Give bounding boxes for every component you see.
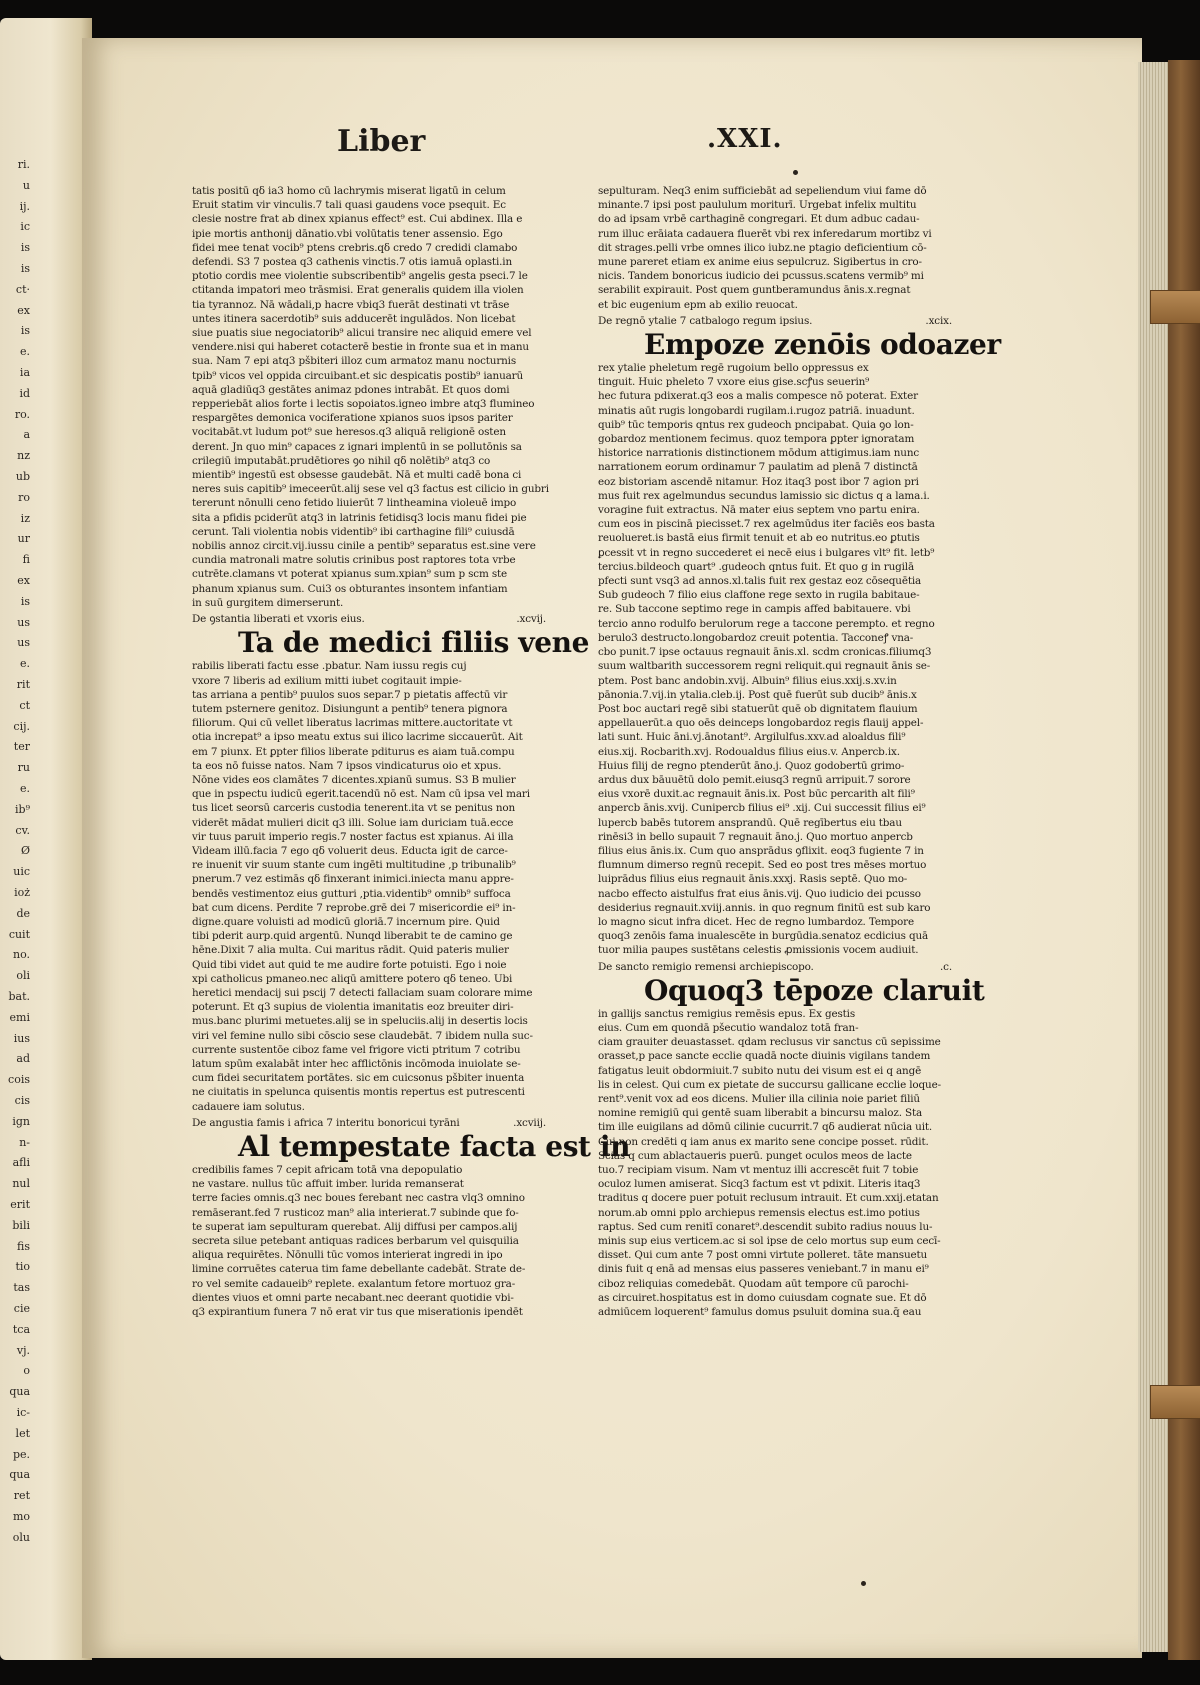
left-page-text-fragment: iz: [20, 511, 30, 525]
text-line: neres suis capitib⁹ imeceerūt.alij sese vel q3 factus est cilicio in gubri: [192, 483, 549, 496]
text-line: latum spūm exalabāt inter hec afflictōnis incōmoda inuiolate se-: [192, 1057, 521, 1070]
chapter-number: .xcix.: [925, 314, 952, 327]
left-page-text-fragment: let: [15, 1426, 30, 1440]
text-line: xpi catholicus pmaneo.nec aliqū amittere potero qδ teneo. Ubi: [192, 972, 513, 985]
left-page-text-fragment: de: [16, 906, 30, 920]
text-line: rent⁹.venit vox ad eos dicens. Mulier illa cilinia noie pariet filiū: [598, 1092, 920, 1105]
text-line: oculoz lumen amiserat. Sicq3 factum est vt pdixit. Literis itaq3: [598, 1178, 921, 1191]
chapter-rubric: [192, 612, 552, 626]
left-page-text-fragment: e.: [19, 782, 30, 795]
text-line: in suū gurgitem dimerserunt.: [192, 596, 344, 609]
text-line: serabilit expirauit. Post quem guntberamundus ānis.x.regnat: [598, 284, 911, 297]
left-page-text-fragment: ign: [12, 1114, 30, 1128]
left-page-text-fragment: tio: [15, 1260, 30, 1274]
text-line: hēne.Dixit 7 alia multa. Cui maritus rādit. Quid pateris mulier: [192, 944, 509, 957]
text-line: admiūcem loquerent⁹ famulus domus psuluit domina sua.q̄ eau: [598, 1306, 922, 1319]
text-line: Nōne vides eos clamātes 7 dicentes.xpianū sumus. S3 B mulier: [192, 773, 516, 786]
text-line: tpib⁹ vicos vel oppida circuibant.et sic despicatis postib⁹ ianuarū: [192, 369, 524, 382]
left-page-text-fragment: ri.: [17, 158, 30, 171]
text-line: luiprādus filius eius regnauit ānis.xxxj. Rasis septē. Quo mo-: [598, 873, 908, 886]
text-line: fidei mee tenat vocib⁹ ptens crebris.qδ credo 7 credidi clamabo: [192, 241, 518, 254]
left-page-text-fragment: uic: [13, 865, 30, 879]
text-line: anpercb ānis.xvij. Cunipercb filius ei⁹ .xij. Cui successit filius ei⁹: [598, 802, 926, 815]
text-line: dinis fuit q enā ad mensas eius passeres veniebant.7 in manu ei⁹: [598, 1263, 929, 1276]
text-line: rum illuc erāiata cadauera fluerēt vbi rex inferedarum mortibz vi: [598, 227, 932, 240]
text-line: Huius filij de regno ptenderūt āno.j. Quoz godobertū grimo-: [598, 759, 905, 772]
left-page-text-fragment: is: [20, 324, 30, 338]
running-head-right-folio: .XXI.: [707, 124, 783, 154]
left-page-text-fragment: is: [20, 594, 30, 608]
text-line: hec futura pdixerat.q3 eos a malis compesce nō poterat. Exter: [598, 390, 918, 403]
text-line: eoz bistoriam ascendē nitamur. Hoz itaq3 post ibor 7 agion pri: [598, 475, 919, 488]
text-line: reuolueret.is bastā eius firmit tenuit et ab eo nutritus.eo ꝑtutis: [598, 532, 920, 545]
text-line: disset. Qui cum ante 7 post omni virtute polleret. tāte mansuetu: [598, 1249, 928, 1262]
clasp-upper: [1150, 290, 1200, 324]
left-page-text-fragment: e.: [19, 657, 30, 671]
chapter-title: De regnō ytalie 7 catbalogo regum ipsius.: [598, 314, 813, 327]
text-line: sua. Nam 7 epi atq3 pšbiteri illoz cum armatoz manu nocturnis: [192, 355, 517, 368]
text-line: derent. Jn quo min⁹ capaces z ignari implentū in se pollutōnis sa: [192, 440, 522, 453]
text-line: rex ytalie pheletum regē rugoium bello oppressus ex: [598, 362, 869, 375]
text-line: viri vel femine nullo sibi cōscio sese claudebāt. 7 ibidem nulla suc-: [192, 1029, 533, 1042]
text-line: defendi. S3 7 postea q3 cathenis vinctis.7 otis iamuā oplasti.in: [192, 256, 512, 269]
text-line: appellauerūt.a quo oēs deinceps longobardoz regis flauij appel-: [598, 717, 924, 730]
text-line: terre facies omnis.q3 nec boues ferebant nec castra vlq3 omnino: [192, 1192, 525, 1205]
left-page-text-fragment: olu: [12, 1530, 30, 1544]
left-page-text-fragment: ia: [19, 366, 30, 379]
text-line: ptem. Post banc andobin.xvij. Albuin⁹ filius eius.xxij.s.xv.in: [598, 674, 897, 687]
left-page-text-fragment: o: [23, 1364, 30, 1378]
left-page-text-fragment: erit: [10, 1198, 30, 1211]
text-line: orasset,p pace sancte ecclie quadā nocte diuinis vigilans tandem: [598, 1050, 931, 1063]
text-line: suum waltbarith successorem regni reliquit.qui regnauit ānis se-: [598, 660, 931, 673]
left-page-text-fragment: ro.: [14, 407, 30, 421]
left-page-text-fragment: afli: [12, 1156, 30, 1170]
text-line: tim ille euigilans ad dōmū cilinie cucurrit.7 qδ audierat nūcia uit.: [598, 1121, 933, 1134]
text-line: voragine fuit extractus. Nā mater eius septem vno partu enira.: [598, 504, 920, 517]
text-line: filius eius ānis.ix. Cum quo ansprādus ꝯflixit. eoq3 fugiente 7 in: [598, 844, 924, 857]
text-line: vendere.nisi qui haberet cotacterē bestie in fronte sua et in manu: [192, 341, 529, 354]
text-line: secreta silue petebant antiquas radices berbarum vel quisquilia: [192, 1235, 519, 1248]
text-line: filiorum. Qui cū vellet liberatus lacrimas mittere.auctoritate vt: [192, 717, 513, 730]
chapter-rubric: [598, 314, 958, 328]
text-line: pnerum.7 vez estimās qδ finxerant inimici.iniecta manu appre-: [192, 873, 514, 886]
chapter-title: De ꝯstantia liberati et vxoris eius.: [192, 613, 365, 626]
left-page-text-fragment: cij.: [13, 719, 30, 733]
text-line: em 7 piunx. Et ꝑpter filios liberate pditurus es aiam tuā.compu: [192, 745, 515, 758]
left-page-text-fragment: nul: [12, 1177, 30, 1191]
left-page-text-fragment: a: [23, 428, 30, 442]
text-line: tas arriana a pentib⁹ puulos suos separ.7 p pietatis affectū vir: [192, 688, 508, 701]
text-line: cutrēte.clamans vt poterat xpianus sum.xpian⁹ sum p scm ste: [192, 568, 508, 581]
chapter-rubric: [598, 960, 958, 974]
text-line: vir tuus paruit imperio regis.7 noster factus est xpianus. Ai illa: [192, 830, 514, 843]
text-line: phanum xpianus sum. Cui3 os obturantes insontem infantiam: [192, 582, 508, 595]
text-line: vocitabāt.vt ludum pot⁹ sue heresos.q3 aliquā religionē osten: [192, 426, 506, 439]
left-page-text-fragment: ret: [13, 1489, 30, 1503]
text-line: cadauere iam solutus.: [192, 1100, 305, 1113]
text-line: remāserant.fed 7 rusticoz man⁹ alia interierat.7 subinde que fo-: [192, 1206, 519, 1219]
left-page-text-fragment: pe.: [12, 1447, 30, 1461]
left-page-text-fragment: fi: [22, 553, 30, 567]
left-page-text-fragment: Ø: [20, 844, 30, 858]
chapter-title: De angustia famis i africa 7 interitu bonoricui tyrāni: [192, 1116, 460, 1129]
text-line: vxore 7 liberis ad exilium mitti iubet cogitauit impie-: [192, 674, 462, 687]
text-line: tercio anno rodulfo berulorum rege a taccone perempto. et regno: [598, 617, 935, 630]
ink-mark: [793, 170, 798, 175]
text-line: Sub gudeoch 7 filio eius claffone rege sexto in rugila babitaue-: [598, 589, 920, 602]
left-page-text-fragment: oli: [16, 969, 30, 983]
text-line: pfecti sunt vsq3 ad annos.xl.talis fuit rex gestaz eoz cōsequētia: [598, 575, 922, 588]
left-page-text-fragment: ic: [20, 220, 30, 234]
text-line: siue puatis siue negociatorib⁹ alicui transire nec aliquid emere vel: [192, 327, 532, 340]
text-line: Scias q cum ablactaueris puerū. punget oculos meos de lacte: [598, 1149, 912, 1162]
text-line: minis sup eius verticem.ac si sol ipse de celo mortus sup eum cecī-: [598, 1235, 941, 1248]
left-page-text-fragment: ioż: [14, 886, 30, 899]
chapter-title: De sancto remigio remensi archiepiscopo.: [598, 960, 814, 973]
text-line: nobilis annoz circit.vij.iussu cinile a pentib⁹ separatus est.sine vere: [192, 540, 536, 553]
running-head-left: Liber: [337, 124, 426, 159]
text-line: ne vastare. nullus tūc affuit imber. lurida remanserat: [192, 1178, 464, 1191]
text-line: viderēt mādat mulieri dicit q3 illi. Solue iam duriciam tuā.ecce: [192, 816, 514, 829]
text-line: ipie mortis anthonij dānatio.vbi volūtatis tener assensio. Ego: [192, 227, 503, 240]
left-page-text-fragment: bat.: [8, 990, 30, 1003]
left-page-text-fragment: ter: [13, 740, 30, 754]
text-line: berulo3 destructo.longobardoz creuit potentia. Tacconeꝭ vna-: [598, 631, 914, 644]
left-page-text-fragment: emi: [9, 1010, 30, 1024]
chapter-heading: Ta de medici filiis vene: [238, 626, 590, 660]
text-line: mientib⁹ ingestū est obsesse gaudebāt. Nā et multi cadē bona ci: [192, 469, 522, 482]
text-line: digne.quare voluisti ad modicū gloriā.7 incernum pire. Quid: [192, 915, 500, 928]
text-line: lis in celest. Qui cum ex pietate de succursu gallicane ecclie loque-: [598, 1078, 941, 1091]
left-page-text-fragment: ub: [15, 470, 30, 483]
text-line: que in pspectu iudicū egerit.tacendū nō est. Nam cū ipsa vel mari: [192, 788, 530, 801]
text-line: nacbo effecto aistulfus frat eius ānis.vij. Quo iudicio dei pcusso: [598, 887, 921, 900]
text-line: ctitanda impatori meo trāsmisi. Erat generalis quidem illa violen: [192, 284, 524, 297]
text-line: repperiebāt alios forte i lectis sopoiatos.igneo imbre atq3 flumineo: [192, 398, 535, 411]
text-line: mus.banc plurimi metuetes.alij se in speluciis.alij in desertis locis: [192, 1015, 528, 1028]
text-line: tuor milia paupes sustētans celestis ꝓmissionis vocem audiuit.: [598, 944, 919, 957]
left-page-text-fragment: rit: [16, 678, 30, 691]
text-line: minante.7 ipsi post paululum moriturī. Urgebat infelix multitu: [598, 199, 917, 212]
text-line: ciboz reliquias comedebāt. Quodam aūt tempore cū parochi-: [598, 1277, 909, 1290]
left-page-text-fragment: ct·: [15, 282, 30, 296]
text-line: mus fuit rex agelmundus secundus lamissio sic dictus q a lama.i.: [598, 489, 930, 502]
text-line: sita a pfidis pciderūt atq3 in latrinis fetidisq3 locis manu fidei pie: [192, 511, 527, 524]
left-page-text-fragment: cis: [14, 1094, 30, 1107]
text-line: re inuenit vir suum stante cum ingēti multitudine ,p tribunalib⁹: [192, 859, 516, 872]
text-line: narrationem eorum ordinamur 7 paulatim ad plenā 7 distinctā: [598, 461, 918, 474]
text-line: heretici mendacij sui pscij 7 detecti fallaciam suam colorare mime: [192, 986, 533, 999]
chapter-heading: Empoze zenōis odoazer: [644, 328, 1001, 362]
text-line: lati sunt. Huic āni.vj.ānotant⁹. Argilulfus.xxv.ad aloaldus fili⁹: [598, 731, 906, 744]
text-line: nicis. Tandem bonoricus iudicio dei pcussus.scatens vermib⁹ mi: [598, 270, 924, 283]
left-page-text-fragment: n-: [19, 1135, 30, 1149]
left-page-text-fragment: ius: [13, 1031, 30, 1045]
text-line: cum fidei securitatem portātes. sic em cuicsonus pšbiter inuenta: [192, 1072, 525, 1085]
text-line: ptotio cordis mee violentie subscribentib⁹ angelis gesta pseci.7 le: [192, 270, 528, 283]
text-line: fatigatus leuit obdormiuit.7 subito nutu dei visum est ei q angē: [598, 1064, 922, 1077]
text-line: tererunt nōnulli ceno fetido liuierūt 7 lintheamina violeuē impo: [192, 497, 517, 510]
text-line: crilegiū imputabāt.prudētiores ꝯo nihil qδ nolētib⁹ atq3 co: [192, 454, 491, 467]
left-page-text-fragment: us: [17, 615, 30, 629]
text-column-left: [192, 184, 631, 1319]
text-line: et bic eugenium epm ab exilio reuocat.: [598, 298, 798, 311]
left-page-text-fragment: ur: [17, 532, 30, 546]
chapter-number: .xcviij.: [513, 1116, 546, 1129]
left-page-text-fragment: id: [19, 386, 30, 400]
ink-mark: [861, 1581, 866, 1586]
text-line: otia increpat⁹ a ipso meatu extus sui ilico lacrime siccauerūt. Ait: [192, 731, 523, 744]
text-line: re. Sub taccone septimo rege in campis affed babitauere. vbi: [598, 603, 911, 616]
text-line: Post boc auctari regē sibi statuerūt quē ob dignitatem flauium: [598, 702, 918, 715]
text-line: eius. Cum em quondā pšecutio wandaloz totā fran-: [598, 1021, 859, 1034]
left-page-text-fragment: ib⁹: [15, 802, 30, 816]
text-line: untes itinera sacerdotib⁹ suis adducerēt ingulādos. Non licebat: [192, 312, 516, 325]
text-line: Quid tibi videt aut quid te me audire forte potuisti. Ego i noie: [192, 958, 507, 971]
left-page-text-fragment: u: [22, 178, 30, 192]
text-line: cum eos in piscinā piecisset.7 rex agelmūdus iter faciēs eos basta: [598, 518, 935, 531]
text-line: norum.ab omni pplo archiepus remensis electus est.imo potius: [598, 1206, 920, 1219]
text-line: ciam grauiter deuastasset. qdam reclusus vir sanctus cū sepissime: [598, 1036, 941, 1049]
text-line: eius.xij. Rocbarith.xvj. Rodoualdus filius eius.v. Anpercb.ix.: [598, 745, 900, 758]
left-page-text-fragment: ro: [18, 490, 30, 504]
left-page-text-fragment: ad: [16, 1052, 30, 1066]
text-line: bat cum dicens. Perdite 7 reprobe.grē dei 7 misericordie ei⁹ in-: [192, 901, 516, 914]
text-line: quoq3 zenōis fama inualescēte in burgūdia.senatoz ecdicius quā: [598, 930, 929, 943]
text-line: nomine remigiū qui gentē suam liberabit a bincursu maloz. Sta: [598, 1107, 923, 1120]
text-line: rinēsi3 in bello supauit 7 regnauit āno.j. Quo mortuo anpercb: [598, 830, 913, 843]
left-page-text-fragment: vj.: [16, 1343, 30, 1357]
text-line: currente sustentōe ciboz fame vel frigore victi ptritum 7 cotribu: [192, 1043, 521, 1056]
text-line: q3 expirantium funera 7 nō erat vir tus que miserationis ipendēt: [192, 1306, 523, 1319]
text-line: Videam illū.facia 7 ego qδ voluerit deus. Educta igit de carce-: [192, 844, 508, 857]
text-line: tinguit. Huic pheleto 7 vxore eius gise.scꝭus seuerin⁹: [598, 376, 870, 389]
text-line: dit strages.pelli vrbe omnes ilico iubz.ne ptagio deficientium cō-: [598, 241, 927, 254]
text-line: cbo punit.7 ipse octauus regnauit ānis.xl. scdm cronicas.filiumq3: [598, 646, 932, 659]
left-page-text-fragment: qua: [9, 1468, 30, 1482]
text-line: limine corruētes caterua tim fame debellante cadebāt. Strate de-: [192, 1263, 526, 1276]
text-line: flumnum dimerso regnū recepit. Sed eo post tres mēses mortuo: [598, 859, 927, 872]
text-line: rabilis liberati factu esse .pbatur. Nam iussu regis cuj: [192, 660, 467, 673]
text-line: sepulturam. Neq3 enim sufficiebāt ad sepeliendum viui fame dō: [598, 185, 927, 197]
text-line: dientes viuos et omni parte necabant.nec deerant quotidie vbi-: [192, 1291, 514, 1304]
left-page-text-fragment: ex: [17, 303, 30, 317]
text-line: cundia matronali matre solutis crinibus post raptores tota vrbe: [192, 554, 516, 567]
text-line: te superat iam sepulturam querebat. Alij diffusi per campos.alij: [192, 1220, 518, 1233]
text-line: raptus. Sed cum renitī conaret⁹.descendit subito radius nouus lu-: [598, 1220, 933, 1233]
left-page-text-fragment: ru: [17, 761, 30, 775]
chapter-heading: Oquoq3 tēpoze claruit: [644, 973, 985, 1007]
text-line: credibilis fames 7 cepit africam totā vna depopulatio: [192, 1164, 463, 1176]
left-page-text-fragment: ct: [19, 698, 30, 712]
text-line: desiderius regnauit.xviij.annis. in quo regnum finitū est sub karo: [598, 901, 931, 914]
chapter-heading: Al tempestate facta est in: [238, 1130, 631, 1163]
clasp-lower: [1150, 1385, 1200, 1419]
text-line: clesie nostre frat ab dinex xpianus effect⁹ est. Cui abdinex. Illa e: [192, 213, 523, 226]
text-line: aliqua requirētes. Nōnulli tūc vomos interierat ingredi in ipo: [192, 1249, 503, 1262]
text-line: tatis positū qδ ia3 homo cū lachrymis miserat ligatū in celum: [192, 185, 506, 197]
text-line: tutem psternere genitoz. Disiungunt a pentib⁹ tenera pignora: [192, 702, 508, 715]
text-line: tia tyrannoz. Nā wādali,p hacre vbiq3 fuerāt destinati vt trāse: [192, 298, 510, 311]
right-page: [82, 38, 1142, 1658]
left-page-text-fragment: no.: [12, 948, 30, 962]
text-line: in gallijs sanctus remigius remēsis epus. Ex gestis: [598, 1007, 856, 1020]
left-page-text-fragment: e.: [19, 345, 30, 359]
left-page-text-fragment: fis: [17, 1239, 30, 1253]
text-line: mune pareret etiam ex anime eius sepulcruz. Sigibertus in cro-: [598, 256, 922, 269]
text-line: minatis aūt rugis longobardi rugilam.i.rugoz patriā. inuadunt.: [598, 404, 915, 417]
text-line: tercius.bildeoch quart⁹ .gudeoch qntus fuit. Et quo g in rugilā: [598, 560, 915, 573]
left-page-text-fragment: tca: [12, 1322, 30, 1336]
text-line: lupercb babēs tutorem ansprandū. Quē regībertus eiu tbau: [598, 816, 902, 829]
text-line: ardus dux bāuuētū dolo pemit.eiusq3 regnū arripuit.7 sorore: [598, 773, 911, 786]
left-page-text-fragment: ex: [17, 574, 30, 587]
left-facing-page: [0, 18, 92, 1660]
text-line: ro vel semite cadaueib⁹ replete. exalantum fetore mortuoz gra-: [192, 1277, 516, 1290]
text-line: Cui non credēti q iam anus ex marito sene concipe posset. rūdit.: [598, 1135, 929, 1148]
text-line: tuo.7 recipiam visum. Nam vt mentuz illi accrescēt fuit 7 tobie: [598, 1164, 919, 1176]
left-page-text-fragment: cie: [13, 1302, 30, 1315]
left-page-text-fragment: mo: [12, 1510, 30, 1523]
text-line: bendēs vestimentoz eius gutturi ,ptia.videntib⁹ omnib⁹ suffoca: [192, 887, 511, 900]
left-page-text-fragment: is: [20, 241, 30, 255]
text-line: tibi pderit aurp.quid argentū. Nunqd liberabit te de camino ge: [192, 930, 513, 943]
left-page-text-fragment: cois: [8, 1073, 30, 1087]
text-line: ne ciuitatis in spelunca quisentis montis repertus est putrescenti: [192, 1086, 525, 1099]
chapter-number: .xcvij.: [516, 613, 546, 626]
text-line: gobardoz mentionem fecimus. quoz tempora ꝑpter ignoratam: [598, 433, 915, 446]
chapter-number: .c.: [940, 960, 952, 973]
text-line: lo magno sicut infra dicet. Hec de regno lumbardoz. Tempore: [598, 915, 914, 928]
text-line: aquā gladiūq3 gestātes animaz pdones intrabāt. Et quos domi: [192, 383, 510, 396]
text-line: historice narrationis distinctionem mōdum attigimus.iam nunc: [598, 447, 920, 460]
left-page-text-fragment: nz: [17, 449, 30, 463]
left-page-text-fragment: bili: [12, 1218, 30, 1232]
left-page-text-fragment: us: [17, 636, 30, 650]
left-page-text-fragment: ij.: [19, 199, 30, 213]
left-page-text-fragment: is: [20, 262, 30, 275]
text-line: quib⁹ tūc temporis qntus rex gudeoch pncipabat. Quia ꝯo lon-: [598, 418, 914, 431]
text-line: Eruit statim vir vinculis.7 tali quasi gaudens voce psequit. Ec: [192, 199, 506, 212]
left-page-text-fragment: cuit: [8, 927, 30, 941]
text-line: tus licet seorsū carceris custodia tenerent.ita vt se penitus non: [192, 802, 516, 815]
text-line: poterunt. Et q3 supius de violentia imanitatis eoz breuiter diri-: [192, 1001, 514, 1014]
left-page-text-fragment: ic-: [16, 1406, 30, 1419]
text-line: ta eos nō fuisse natos. Nam 7 ipsos vindicaturus oio et xpus.: [192, 759, 502, 772]
left-page-text-fragment: tas: [13, 1281, 30, 1295]
left-page-text-fragment: cv.: [15, 823, 30, 837]
left-page-text-fragment: qua: [9, 1385, 30, 1399]
text-line: ꝑcessit vt in regno succederet ei necē eius i bulgares vlt⁹ fit. letb⁹: [598, 546, 935, 559]
text-line: cerunt. Tali violentia nobis videntib⁹ ibi carthagine fili⁹ cuiusdā: [192, 525, 515, 538]
chapter-rubric: [192, 1116, 552, 1130]
text-line: traditus q docere puer potuit reclusum intrauit. Et cum.xxij.etatan: [598, 1192, 939, 1205]
text-column-right: [598, 184, 1001, 1319]
text-line: respargētes demonica vociferatione xpianos suos ipsos pariter: [192, 412, 513, 425]
text-line: eius vxorē duxit.ac regnauit ānis.ix. Post būc percarith alt fili⁹: [598, 788, 915, 801]
text-line: as circuiret.hospitatus est in domo cuiusdam cognate sue. Et dō: [598, 1291, 927, 1304]
text-line: pānonia.7.vij.in ytalia.cleb.ij. Post quē fuerūt sub ducib⁹ ānis.x: [598, 688, 917, 701]
text-line: do ad ipsam vrbē carthaginē congregari. Et dum adbuc cadau-: [598, 213, 920, 226]
